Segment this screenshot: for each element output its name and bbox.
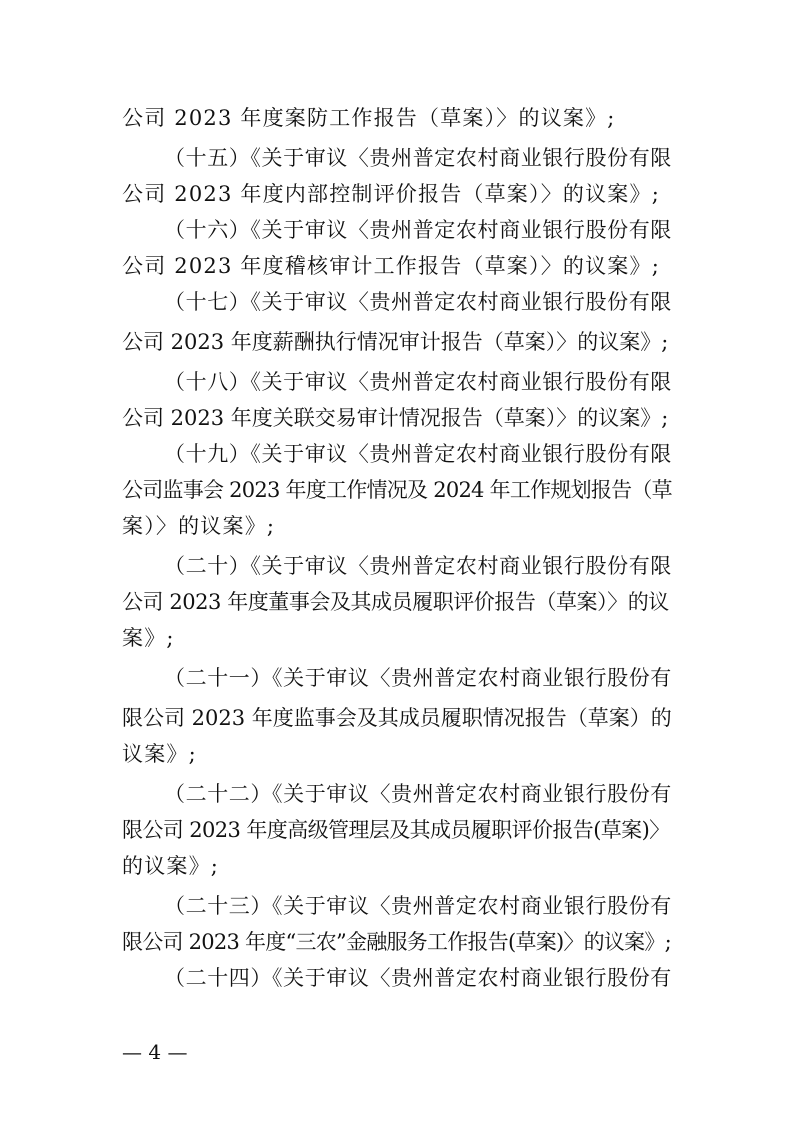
text-line: 公司 2023 年度稽核审计工作报告（草案）〉的议案》; <box>122 254 660 278</box>
text-line: 案）〉的议案》; <box>122 514 276 538</box>
text-line: 限公司 2023 年度“三农”金融服务工作报告(草案)〉的议案》; <box>122 930 671 954</box>
text-line: 的议案》; <box>122 854 220 878</box>
item-heading-16: （十六）《关于审议〈贵州普定农村商业银行股份有限 <box>164 218 672 242</box>
page-number: — 4 — <box>122 1040 188 1064</box>
text-line: 案》; <box>122 626 175 650</box>
item-heading-15: （十五）《关于审议〈贵州普定农村商业银行股份有限 <box>164 146 672 170</box>
text-line: 公司 2023 年度薪酬执行情况审计报告（草案）〉的议案》; <box>122 330 669 354</box>
item-heading-20: （二十）《关于审议〈贵州普定农村商业银行股份有限 <box>164 554 672 578</box>
item-heading-23: （二十三）《关于审议〈贵州普定农村商业银行股份有 <box>164 894 672 918</box>
item-heading-19: （十九）《关于审议〈贵州普定农村商业银行股份有限 <box>164 442 672 466</box>
text-line: 公司监事会 2023 年度工作情况及 2024 年工作规划报告（草 <box>122 478 672 502</box>
item-heading-21: （二十一）《关于审议〈贵州普定农村商业银行股份有 <box>164 666 672 690</box>
text-line: 公司 2023 年度关联交易审计情况报告（草案）〉的议案》; <box>122 406 669 430</box>
text-line: 公司 2023 年度内部控制评价报告（草案）〉的议案》; <box>122 182 660 206</box>
text-line: 议案》; <box>122 742 197 766</box>
text-line: 限公司 2023 年度监事会及其成员履职情况报告（草案）的 <box>122 706 672 730</box>
item-heading-24: （二十四）《关于审议〈贵州普定农村商业银行股份有 <box>164 966 672 990</box>
item-heading-18: （十八）《关于审议〈贵州普定农村商业银行股份有限 <box>164 370 672 394</box>
item-heading-17: （十七）《关于审议〈贵州普定农村商业银行股份有限 <box>164 290 672 314</box>
text-line: 公司 2023 年度案防工作报告（草案）〉的议案》; <box>122 106 616 130</box>
text-line: 限公司 2023 年度高级管理层及其成员履职评价报告(草案)〉 <box>122 818 670 842</box>
text-line: 公司 2023 年度董事会及其成员履职评价报告（草案）〉的议 <box>122 590 669 614</box>
item-heading-22: （二十二）《关于审议〈贵州普定农村商业银行股份有 <box>164 782 672 806</box>
